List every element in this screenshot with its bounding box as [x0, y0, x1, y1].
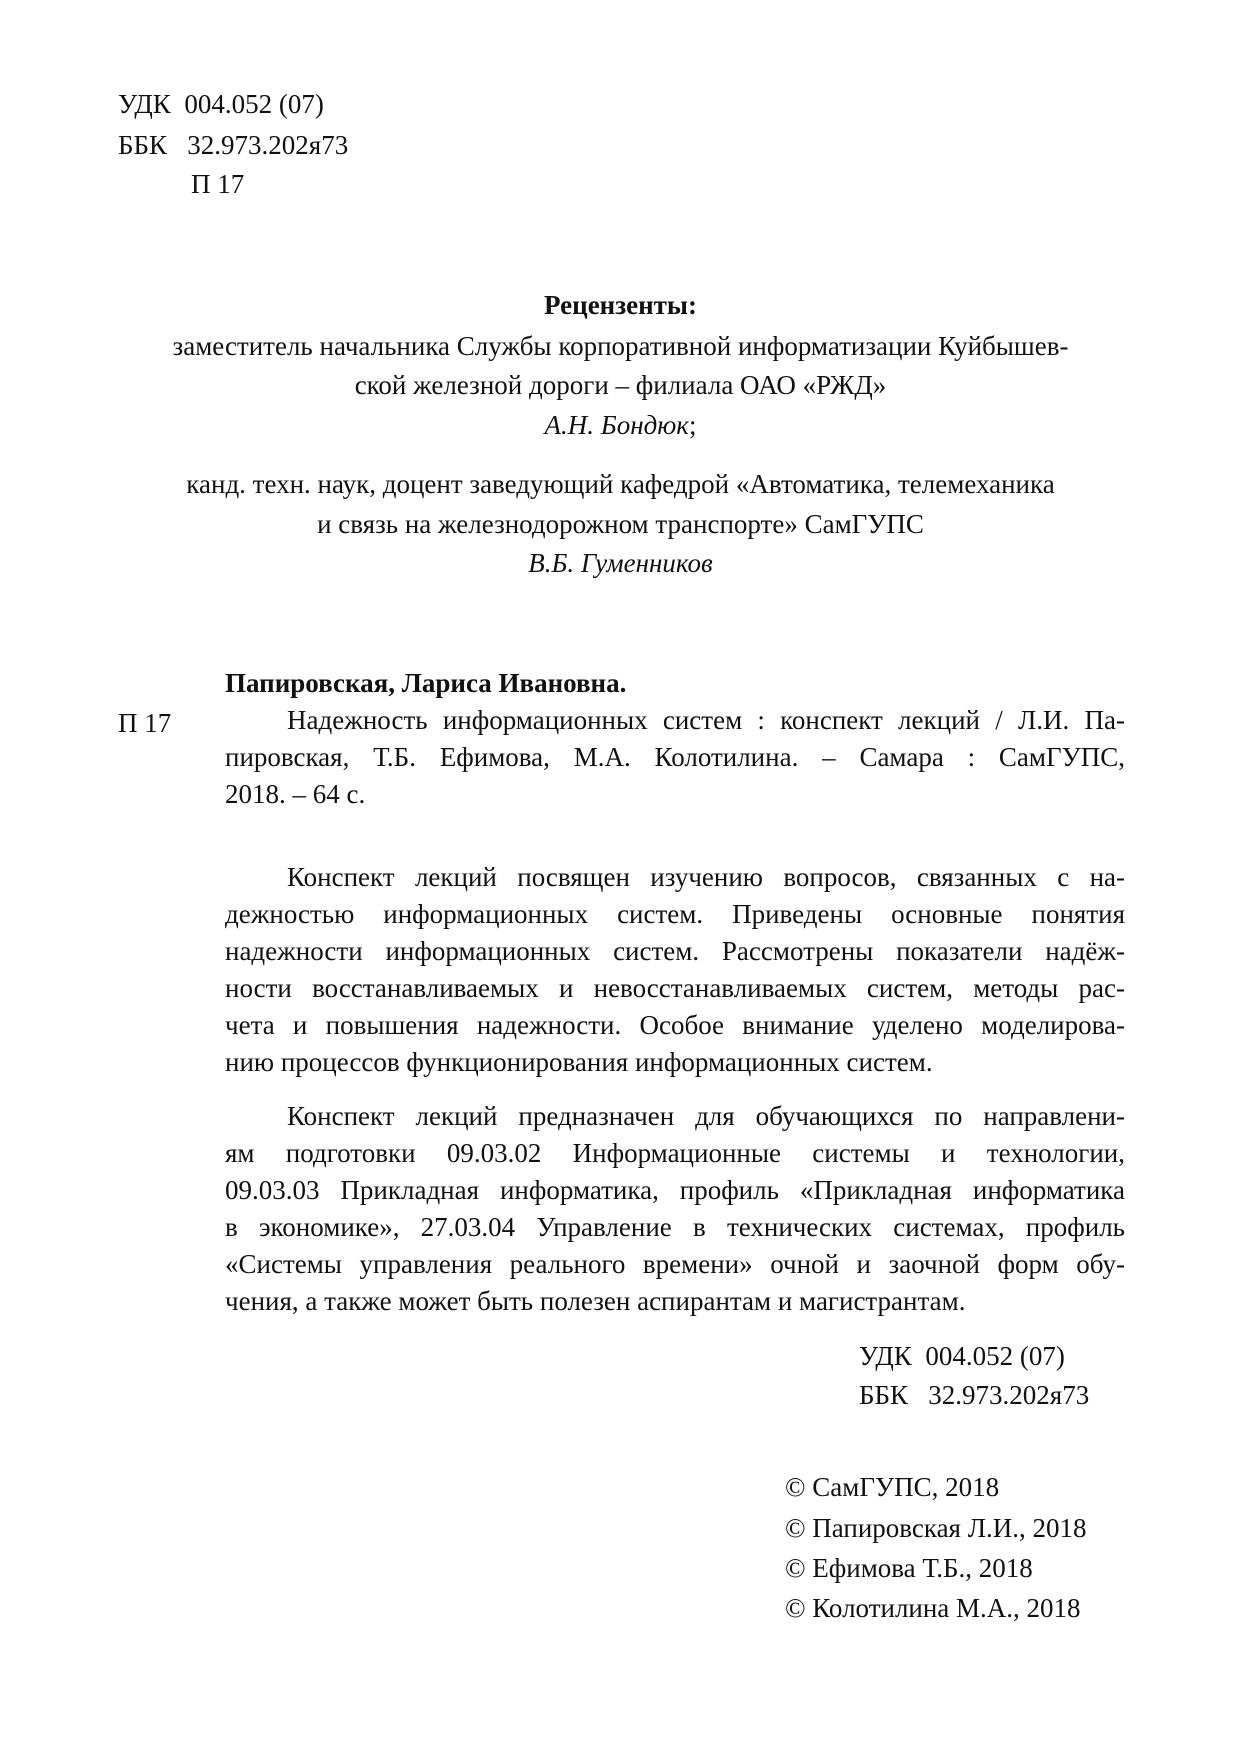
abstract-2-line-3: 09.03.03 Прикладная информатика, профиль «Прикладная информатика [225, 1175, 1125, 1205]
reviewer-1-line-1: заместитель начальника Службы корпоративной информатизации Куйбышев- [172, 331, 1069, 361]
bbk-line [118, 132, 348, 159]
abstract-paragraph-2 [225, 1098, 1125, 1320]
udk-label: УДК [118, 89, 171, 119]
reviewer-1-name: А.Н. Бондюк [544, 410, 689, 440]
abstract-2-line-5: «Системы управления реального времени» очной и заочной форм обу- [225, 1249, 1125, 1279]
record-mark: П 17 [118, 708, 172, 738]
udk-line [118, 91, 324, 118]
bbk-label: ББК [118, 130, 168, 160]
bottom-udk-value: 004.052 (07) [925, 1341, 1065, 1371]
record-author-heading: Папировская, Лариса Ивановна. [225, 668, 627, 698]
abstract-2-line-2: ям подготовки 09.03.02 Информационные системы и технологии, [225, 1138, 1125, 1168]
abstract-1-line-3: надежности информационных систем. Рассмотрены показатели надёж- [225, 936, 1125, 966]
abstract-1-line-4: ности восстанавливаемых и невосстанавливаемых систем, методы рас- [225, 973, 1125, 1003]
abstract-1-line-6: нию процессов функционирования информационных систем. [225, 1047, 933, 1077]
abstract-2-line-6: чения, а также может быть полезен аспирантам и магистрантам. [225, 1286, 966, 1316]
bottom-udk-label: УДК [859, 1341, 912, 1371]
udk-value: 004.052 (07) [184, 89, 324, 119]
copyright-kolotilina: © Колотилина М.А., 2018 [785, 1593, 1081, 1623]
reviewer-2-line-2: и связь на железнодорожном транспорте» СамГУПС [317, 509, 924, 539]
author-mark: П 17 [191, 169, 245, 199]
reviewer-1-name-line [0, 412, 1241, 439]
copyright-samgups: © СамГУПС, 2018 [785, 1472, 1000, 1502]
copyright-papirovskaya: © Папировская Л.И., 2018 [785, 1513, 1087, 1543]
abstract-1-line-2: дежностью информационных систем. Приведены основные понятия [225, 899, 1125, 929]
bottom-bbk-line [859, 1382, 1089, 1409]
abstract-paragraph-1 [225, 859, 1125, 1081]
bottom-bbk-label: ББК [859, 1380, 909, 1410]
record-line-2: пировская, Т.Б. Ефимова, М.А. Колотилина. – Самара : СамГУПС, [225, 742, 1125, 772]
abstract-1-line-5: чета и повышения надежности. Особое внимание уделено моделирова- [225, 1010, 1125, 1040]
record-description [225, 702, 1125, 813]
record-line-3: 2018. – 64 с. [225, 779, 366, 809]
abstract-2-line-1: Конспект лекций предназначен для обучающихся по направлени- [287, 1101, 1125, 1131]
reviewer-2-name: В.Б. Гуменников [528, 548, 713, 578]
abstract-2-line-4: в экономике», 27.03.04 Управление в технических системах, профиль [225, 1212, 1125, 1242]
copyright-efimova: © Ефимова Т.Б., 2018 [785, 1553, 1033, 1583]
bbk-value: 32.973.202я73 [187, 130, 349, 160]
reviewer-2-line-1: канд. техн. наук, доцент заведующий кафедрой «Автоматика, телемеханика [186, 469, 1055, 499]
reviewers-heading: Рецензенты: [544, 290, 697, 320]
reviewer-1-line-2: ской железной дороги – филиала ОАО «РЖД» [354, 370, 887, 400]
record-line-1: Надежность информационных систем : конспект лекций / Л.И. Па- [287, 705, 1125, 735]
bottom-bbk-value: 32.973.202я73 [928, 1380, 1090, 1410]
reviewer-1-suffix: ; [688, 410, 697, 440]
bottom-udk-line [859, 1343, 1065, 1370]
abstract-1-line-1: Конспект лекций посвящен изучению вопросов, связанных с на- [287, 862, 1125, 892]
